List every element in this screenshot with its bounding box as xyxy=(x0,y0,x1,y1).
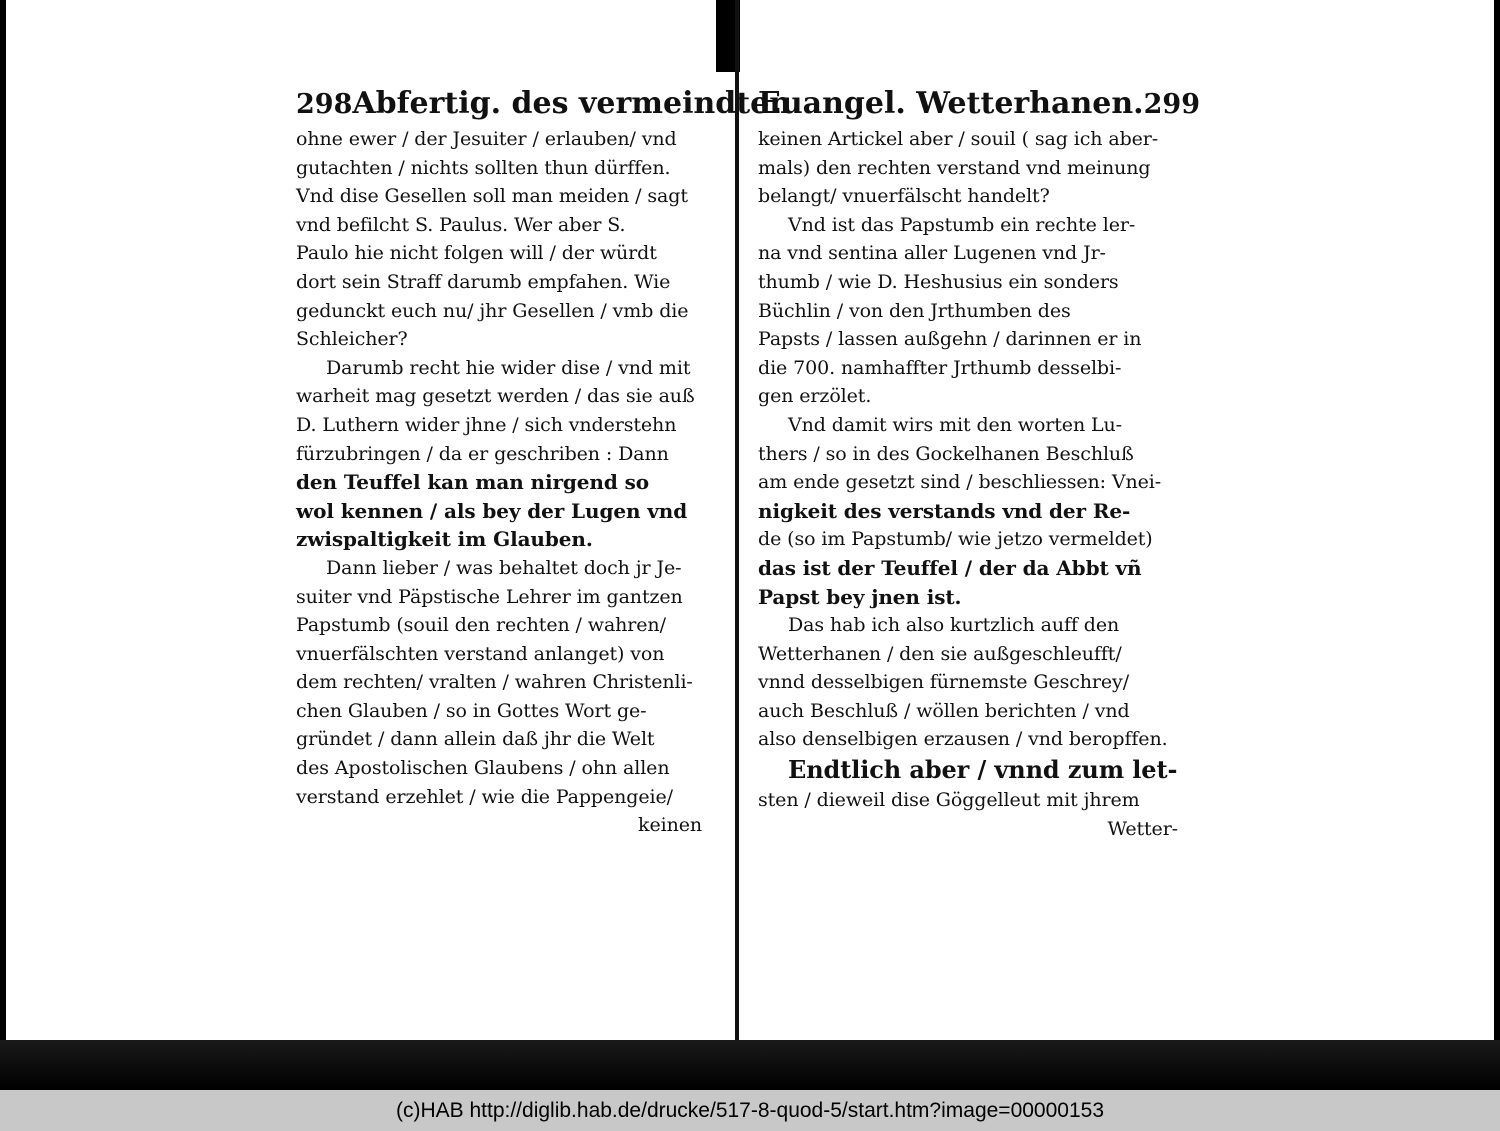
left-page-number: 298 xyxy=(296,89,353,120)
gutter-binding xyxy=(735,0,739,1040)
text-line: belangt/ vnuerfälscht handelt? xyxy=(758,185,1050,208)
text-line: also denselbigen erzausen / vnd beropffen. xyxy=(758,728,1168,751)
left-running-head: Abfertig. des vermeindten xyxy=(352,86,792,121)
right-page xyxy=(758,84,1200,843)
text-line: Vnd ist das Papstumb ein rechte ler- xyxy=(788,213,1136,236)
footer-caption: (c)HAB http://diglib.hab.de/drucke/517-8-quod-5/start.htm?image=00000153 xyxy=(395,1099,1104,1122)
text-line: thers / so in des Gockelhanen Beschluß xyxy=(758,442,1134,465)
text-line: mals) den rechten verstand vnd meinung xyxy=(758,156,1151,179)
text-line: Schleicher? xyxy=(296,328,408,351)
text-line: de (so im Papstumb/ wie jetzo vermeldet) xyxy=(758,528,1153,551)
text-line: dem rechten/ vralten / wahren Christenli- xyxy=(296,671,693,694)
right-page-header xyxy=(758,84,1200,125)
text-line: Darumb recht hie wider dise / vnd mit xyxy=(326,356,691,379)
text-line: des Apostolischen Glaubens / ohn allen xyxy=(296,757,670,780)
text-line: fürzubringen / da er geschriben : Dann xyxy=(296,442,669,465)
text-line: Dann lieber / was behaltet doch jr Je- xyxy=(326,556,682,579)
left-page-text xyxy=(296,125,702,840)
text-line: zwispaltigkeit im Glauben. xyxy=(296,527,593,552)
text-line: Endtlich aber / vnnd zum let- xyxy=(788,755,1178,785)
text-line: Wetter- xyxy=(1107,817,1178,840)
text-line: vnd befilcht S. Paulus. Wer aber S. xyxy=(296,213,626,236)
text-line: verstand erzehlet / wie die Pappengeie/ xyxy=(296,785,673,808)
text-line: D. Luthern wider jhne / sich vnderstehn xyxy=(296,413,677,436)
text-line: na vnd sentina aller Lugenen vnd Jr- xyxy=(758,242,1106,265)
text-line: das ist der Teuffel / der da Abbt vñ xyxy=(758,555,1142,580)
text-line: chen Glauben / so in Gottes Wort ge- xyxy=(296,699,647,722)
text-line: auch Beschluß / wöllen berichten / vnd xyxy=(758,699,1130,722)
text-line: warheit mag gesetzt werden / das sie auß xyxy=(296,385,695,408)
text-line: gen erzölet. xyxy=(758,385,872,408)
text-line: dort sein Straff darumb empfahen. Wie xyxy=(296,270,671,293)
right-running-head: Euangel. Wetterhanen. xyxy=(758,86,1144,121)
text-line: gründet / dann allein daß jhr die Welt xyxy=(296,728,655,751)
text-line: gedunckt euch nu/ jhr Gesellen / vmb die xyxy=(296,299,689,322)
text-line: am ende gesetzt sind / beschliessen: Vnei- xyxy=(758,471,1162,494)
text-line: vnuerfälschten verstand anlanget) von xyxy=(296,642,665,665)
text-line: die 700. namhaffter Jrthumb desselbi- xyxy=(758,356,1122,379)
text-line: vnnd desselbigen fürnemste Geschrey/ xyxy=(758,671,1129,694)
text-line: Papsts / lassen außgehn / darinnen er in xyxy=(758,328,1142,351)
text-line: nigkeit des verstands vnd der Re- xyxy=(758,498,1131,523)
left-page-header xyxy=(296,84,792,125)
text-line: keinen Artickel aber / souil ( sag ich aber- xyxy=(758,128,1159,150)
text-line: den Teuffel kan man nirgend so xyxy=(296,470,649,495)
right-page-text xyxy=(758,125,1178,843)
text-line: Büchlin / von den Jrthumben des xyxy=(758,299,1071,322)
left-page xyxy=(296,84,792,840)
right-page-number: 299 xyxy=(1143,89,1200,120)
text-line: suiter vnd Päpstische Lehrer im gantzen xyxy=(296,585,683,608)
text-line: Papstumb (souil den rechten / wahren/ xyxy=(296,614,666,637)
text-line: thumb / wie D. Heshusius ein sonders xyxy=(758,270,1119,293)
scan-bottom-shadow xyxy=(0,1040,1500,1090)
text-line: sten / dieweil dise Göggelleut mit jhrem xyxy=(758,789,1140,812)
text-line: Wetterhanen / den sie außgeschleufft/ xyxy=(758,642,1122,665)
copyright-footer xyxy=(0,1090,1500,1131)
text-line: Paulo hie nicht folgen will / der würdt xyxy=(296,242,657,265)
text-line: Papst bey jnen ist. xyxy=(758,584,962,609)
text-line: Vnd damit wirs mit den worten Lu- xyxy=(788,413,1122,436)
text-line: gutachten / nichts sollten thun dürffen. xyxy=(296,156,671,179)
text-line: wol kennen / als bey der Lugen vnd xyxy=(296,498,688,523)
text-line: ohne ewer / der Jesuiter / erlauben/ vnd xyxy=(296,128,677,150)
book-spread xyxy=(6,0,1494,1040)
text-line: Vnd dise Gesellen soll man meiden / sagt xyxy=(296,185,688,208)
text-line: keinen xyxy=(638,814,702,837)
text-line: Das hab ich also kurtzlich auff den xyxy=(788,614,1120,637)
